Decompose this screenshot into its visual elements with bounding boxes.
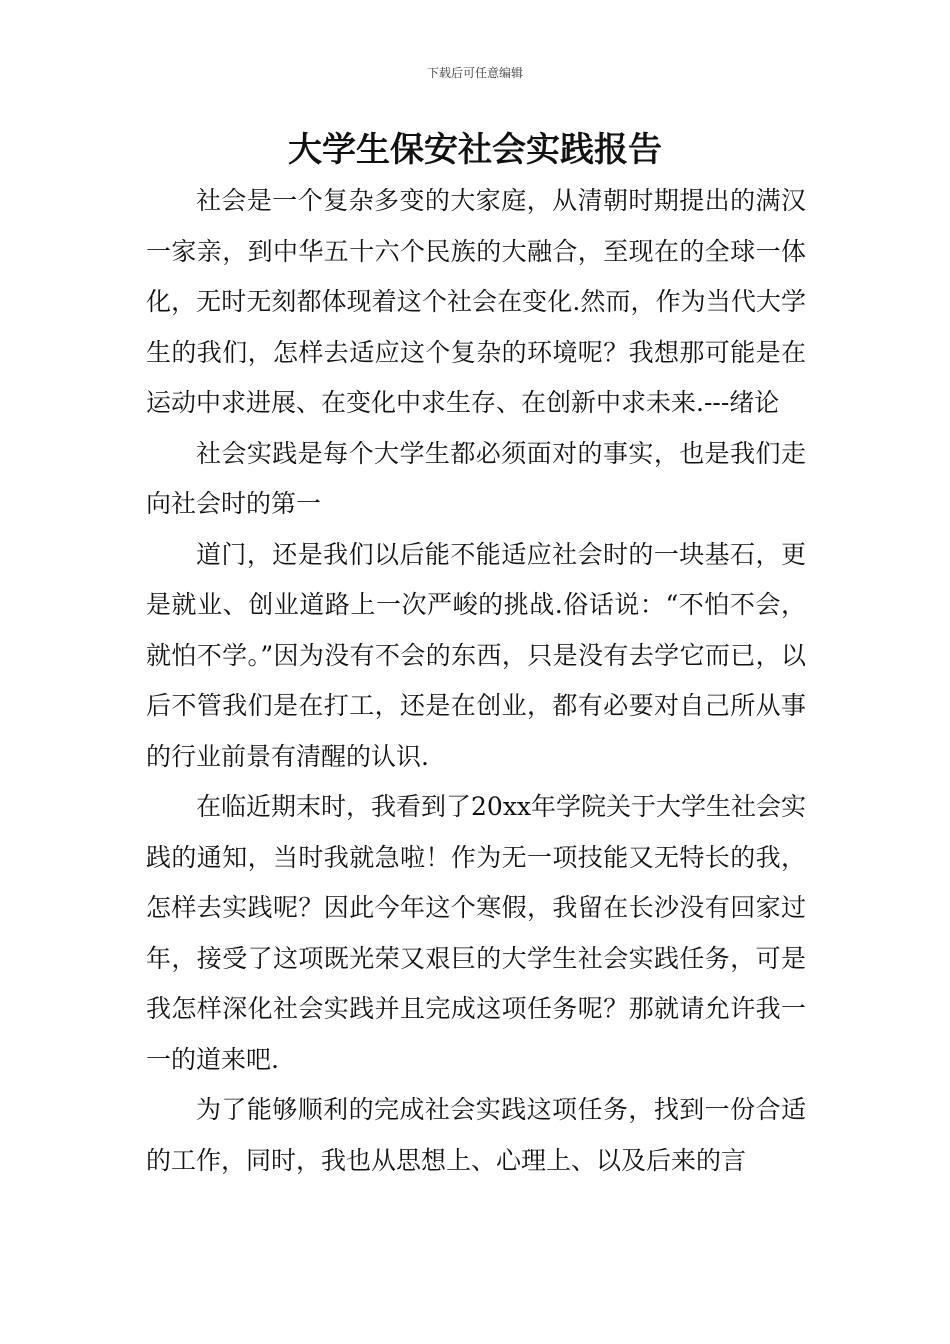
document-title: 大学生保安社会实践报告 [288,130,662,170]
paragraph-introduction: 社会是一个复杂多变的大家庭，从清朝时期提出的满汉一家亲，到中华五十六个民族的大融合，至现在的全球一体化，无时无刻都体现着这个社会在变化.然而，作为当代大学生的我们，怎样去适应这个复杂的环境呢？我想那可能是在运动中求进展、在变化中求生存、在创新中求未来.---绪论 [146,186,806,417]
paragraph-preparation: 为了能够顺利的完成社会实践这项任务，找到一份合适的工作，同时，我也从思想上、心理上、以及后来的言 [146,1095,806,1175]
document-body [146,176,806,1186]
paragraph-winter-vacation: 在临近期末时，我看到了20xx年学院关于大学生社会实践的通知，当时我就急啦！作为无一项技能又无特长的我，怎样去实践呢？因此今年这个寒假，我留在长沙没有回家过年，接受了这项既光荣又艰巨的大学生社会实践任务，可是我怎样深化社会实践并且完成这项任务呢？那就请允许我一一的道来吧. [146,792,807,1074]
header-note: 下载后可任意编辑 [426,66,523,80]
paragraph-cornerstone: 道门，还是我们以后能不能适应社会时的一块基石，更是就业、创业道路上一次严峻的挑战.俗话说：“不怕不会，就怕不学。”因为没有不会的东西，只是没有去学它而已，以后不管我们是在打工，还是在创业，都有必要对自己所从事的行业前景有清醒的认识. [146,539,806,771]
paragraph-practice-fact: 社会实践是每个大学生都必须面对的事实，也是我们走向社会时的第一 [146,438,806,518]
